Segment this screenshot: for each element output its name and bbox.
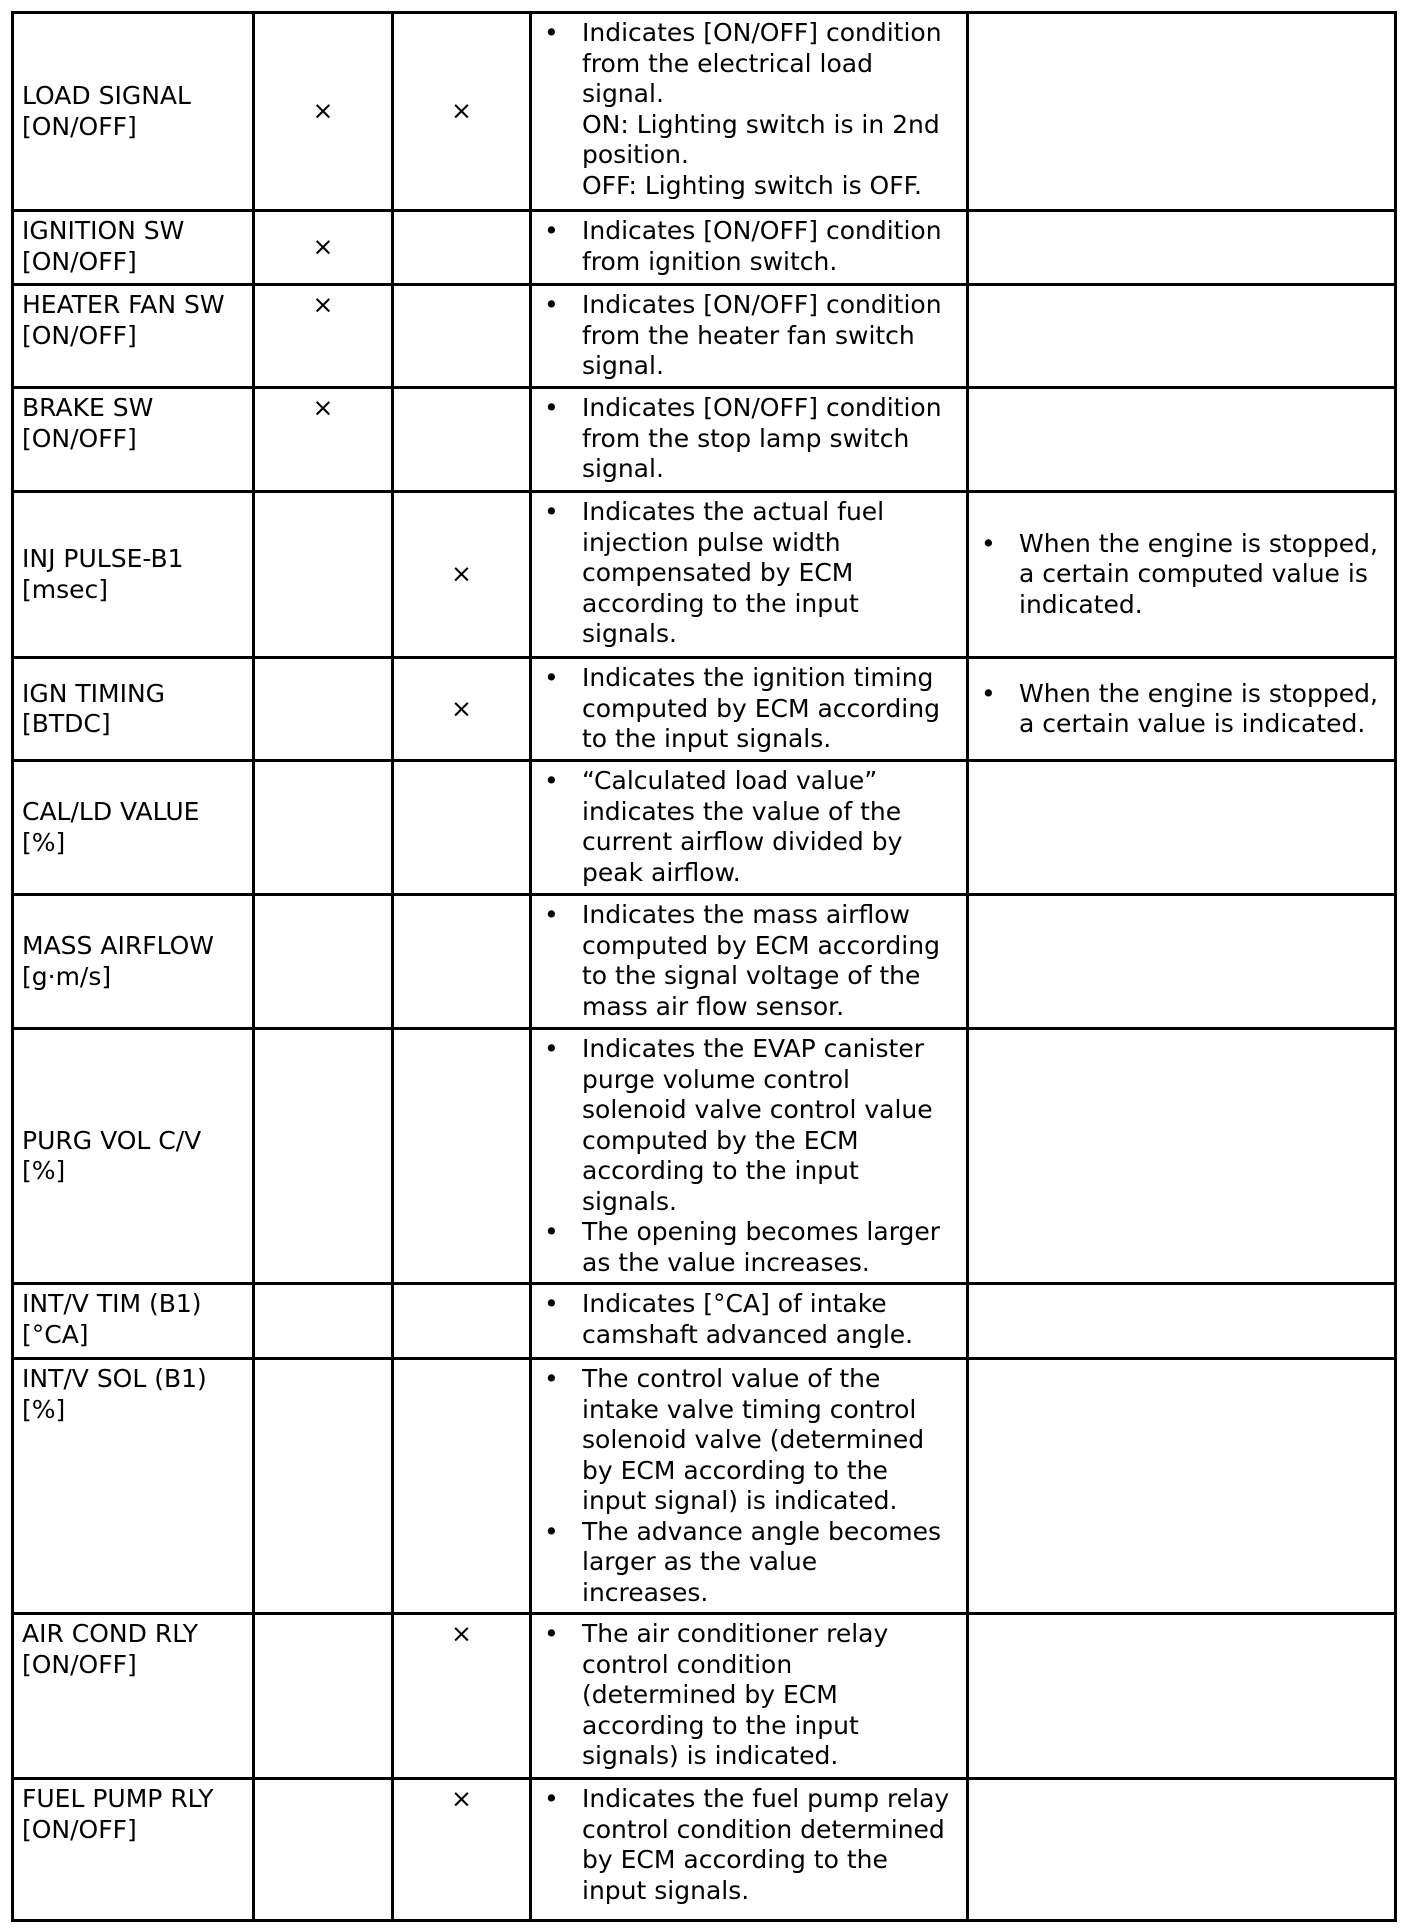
check-col-2 <box>254 13 393 211</box>
bullet-item <box>532 1217 960 1278</box>
check-col-2 <box>254 658 393 761</box>
item-name: MASS AIRFLOW <box>22 931 215 960</box>
item-unit: [g·m/s] <box>22 961 112 991</box>
check-col-2 <box>254 1284 393 1359</box>
bullet-text: • “Calculated load value” indicates the value of the current airflow divided by peak airflow. <box>582 766 903 887</box>
remarks-cell <box>968 895 1396 1029</box>
remarks-cell <box>968 285 1396 388</box>
item-name: BRAKE SW <box>22 393 154 422</box>
bullet-text: • Indicates [ON/OFF] condition from the heater fan switch signal. <box>582 290 942 380</box>
check-mark: × <box>451 559 472 589</box>
monitor-item-cell <box>13 492 254 658</box>
remarks-cell <box>968 388 1396 492</box>
monitor-item-cell <box>13 388 254 492</box>
description-cell <box>531 895 968 1029</box>
table-row <box>13 658 1396 761</box>
item-name: PURG VOL C/V <box>22 1125 202 1155</box>
table-row <box>13 895 1396 1029</box>
check-col-2 <box>254 285 393 388</box>
item-unit: [ON/OFF] <box>22 1649 137 1679</box>
check-mark: × <box>312 393 334 422</box>
table-row <box>13 1614 1396 1779</box>
bullet-item <box>532 497 960 650</box>
check-col-2 <box>254 1029 393 1284</box>
table-row <box>13 388 1396 492</box>
description-cell <box>531 388 968 492</box>
item-name: INT/V TIM (B1) <box>22 1289 202 1318</box>
item-unit: [ON/OFF] <box>22 1814 137 1844</box>
bullet-item <box>532 216 960 277</box>
check-col-2 <box>254 1614 393 1779</box>
check-col-2 <box>254 1779 393 1921</box>
item-name: IGNITION SW <box>22 216 185 245</box>
description-cell <box>531 211 968 285</box>
item-name: LOAD SIGNAL <box>22 81 191 110</box>
description-cell <box>531 285 968 388</box>
bullet-text: • The air conditioner relay control condition (determined by ECM according to the input signals) is indicated. <box>582 1619 889 1770</box>
remarks-cell <box>968 492 1396 658</box>
check-col-3 <box>393 1614 531 1779</box>
remark-bullet <box>969 529 1388 621</box>
check-col-3 <box>393 895 531 1029</box>
check-col-3 <box>393 1284 531 1359</box>
item-unit: [°CA] <box>22 1319 89 1349</box>
description-cell <box>531 492 968 658</box>
bullet-item <box>532 1364 960 1517</box>
item-name: INT/V SOL (B1) <box>22 1364 207 1393</box>
description-cell <box>531 1029 968 1284</box>
description-cell <box>531 1359 968 1614</box>
check-col-3 <box>393 285 531 388</box>
table-row <box>13 1284 1396 1359</box>
check-col-3 <box>393 1359 531 1614</box>
check-col-3 <box>393 1029 531 1284</box>
check-col-3 <box>393 13 531 211</box>
monitor-item-cell <box>13 1359 254 1614</box>
description-cell <box>531 1284 968 1359</box>
item-unit: [%] <box>22 827 66 857</box>
item-name: HEATER FAN SW <box>22 290 225 319</box>
bullet-text: • Indicates [ON/OFF] condition from ignition switch. <box>582 216 942 276</box>
monitor-item-cell <box>13 761 254 895</box>
bullet-item <box>532 393 960 485</box>
bullet-item <box>532 290 960 382</box>
bullet-item <box>532 1784 960 1906</box>
check-mark: × <box>312 290 334 319</box>
monitor-item-table <box>11 11 1397 1922</box>
remarks-cell <box>968 761 1396 895</box>
table-row <box>13 13 1396 211</box>
item-name: CAL/LD VALUE <box>22 797 200 826</box>
monitor-item-cell <box>13 1779 254 1921</box>
check-col-2 <box>254 1359 393 1614</box>
table-row <box>13 1029 1396 1284</box>
bullet-item <box>532 1034 960 1217</box>
check-col-2 <box>254 388 393 492</box>
table-row <box>13 761 1396 895</box>
check-col-2 <box>254 211 393 285</box>
check-col-2 <box>254 761 393 895</box>
check-mark: × <box>451 693 472 723</box>
remarks-cell <box>968 13 1396 211</box>
description-cell <box>531 1614 968 1779</box>
remarks-cell <box>968 1029 1396 1284</box>
bullet-item <box>532 900 960 1022</box>
bullet-item <box>532 766 960 888</box>
monitor-item-cell <box>13 658 254 761</box>
check-col-2 <box>254 895 393 1029</box>
bullet-text: • The opening becomes larger as the value increases. <box>582 1217 941 1277</box>
item-unit: [msec] <box>22 574 109 604</box>
monitor-item-cell <box>13 895 254 1029</box>
check-mark: × <box>451 96 472 126</box>
description-cell <box>531 658 968 761</box>
description-cell <box>531 13 968 211</box>
check-col-3 <box>393 658 531 761</box>
bullet-text: • Indicates the mass airflow computed by ECM according to the signal voltage of the mass air flow sensor. <box>582 900 940 1021</box>
remarks-cell <box>968 1359 1396 1614</box>
check-mark: × <box>312 96 334 126</box>
bullet-item <box>532 1517 960 1609</box>
description-cell <box>531 761 968 895</box>
remark-text: • When the engine is stopped, a certain value is indicated. <box>1019 678 1378 738</box>
item-unit: [ON/OFF] <box>22 423 137 453</box>
item-unit: [ON/OFF] <box>22 246 137 276</box>
check-col-3 <box>393 761 531 895</box>
remarks-cell <box>968 658 1396 761</box>
remarks-cell <box>968 1284 1396 1359</box>
bullet-item <box>532 18 960 201</box>
table-row <box>13 1359 1396 1614</box>
remarks-cell <box>968 1614 1396 1779</box>
check-mark: × <box>451 1784 472 1813</box>
monitor-item-cell <box>13 285 254 388</box>
monitor-item-cell <box>13 211 254 285</box>
table-row <box>13 211 1396 285</box>
monitor-item-cell <box>13 1614 254 1779</box>
monitor-item-cell <box>13 1029 254 1284</box>
check-col-3 <box>393 388 531 492</box>
item-unit: [ON/OFF] <box>22 111 137 141</box>
item-name: INJ PULSE-B1 <box>22 544 184 573</box>
check-mark: × <box>312 232 334 262</box>
monitor-item-cell <box>13 13 254 211</box>
remark-text: • When the engine is stopped, a certain computed value is indicated. <box>1019 528 1378 619</box>
remarks-cell <box>968 1779 1396 1921</box>
item-name: AIR COND RLY <box>22 1619 199 1648</box>
table-row <box>13 492 1396 658</box>
remarks-cell <box>968 211 1396 285</box>
check-col-3 <box>393 211 531 285</box>
bullet-text: • Indicates the ignition timing computed by ECM according to the input signals. <box>582 663 940 753</box>
item-unit: [BTDC] <box>22 709 111 738</box>
bullet-text: • Indicates [ON/OFF] condition from the stop lamp switch signal. <box>582 393 942 483</box>
check-col-3 <box>393 492 531 658</box>
bullet-text: • The control value of the intake valve timing control solenoid valve (determined by ECM according to the input signal) is indicated. <box>582 1364 925 1515</box>
bullet-item <box>532 1619 960 1772</box>
check-col-2 <box>254 492 393 658</box>
item-name: IGN TIMING <box>22 678 166 708</box>
bullet-item <box>532 663 960 755</box>
table-row <box>13 1779 1396 1921</box>
bullet-item <box>532 1289 960 1350</box>
table-row <box>13 285 1396 388</box>
bullet-text: • The advance angle becomes larger as the value increases. <box>582 1516 942 1607</box>
item-name: FUEL PUMP RLY <box>22 1784 214 1813</box>
item-unit: [%] <box>22 1394 66 1424</box>
item-unit: [%] <box>22 1156 66 1185</box>
bullet-text: • Indicates [°CA] of intake camshaft advanced angle. <box>582 1289 914 1349</box>
bullet-text: • Indicates [ON/OFF] condition from the electrical load signal. ON: Lighting switch is in 2nd position. OFF: Lighting switch is OFF. <box>582 18 942 200</box>
description-cell <box>531 1779 968 1921</box>
check-mark: × <box>451 1619 472 1648</box>
item-unit: [ON/OFF] <box>22 320 137 350</box>
monitor-item-cell <box>13 1284 254 1359</box>
check-col-3 <box>393 1779 531 1921</box>
remark-bullet <box>969 679 1388 740</box>
bullet-text: • Indicates the actual fuel injection pulse width compensated by ECM according to the input signals. <box>582 497 885 648</box>
bullet-text: • Indicates the fuel pump relay control condition determined by ECM according to the input signals. <box>582 1784 950 1905</box>
bullet-text: • Indicates the EVAP canister purge volume control solenoid valve control value computed by the ECM according to the input signals. <box>582 1034 933 1216</box>
